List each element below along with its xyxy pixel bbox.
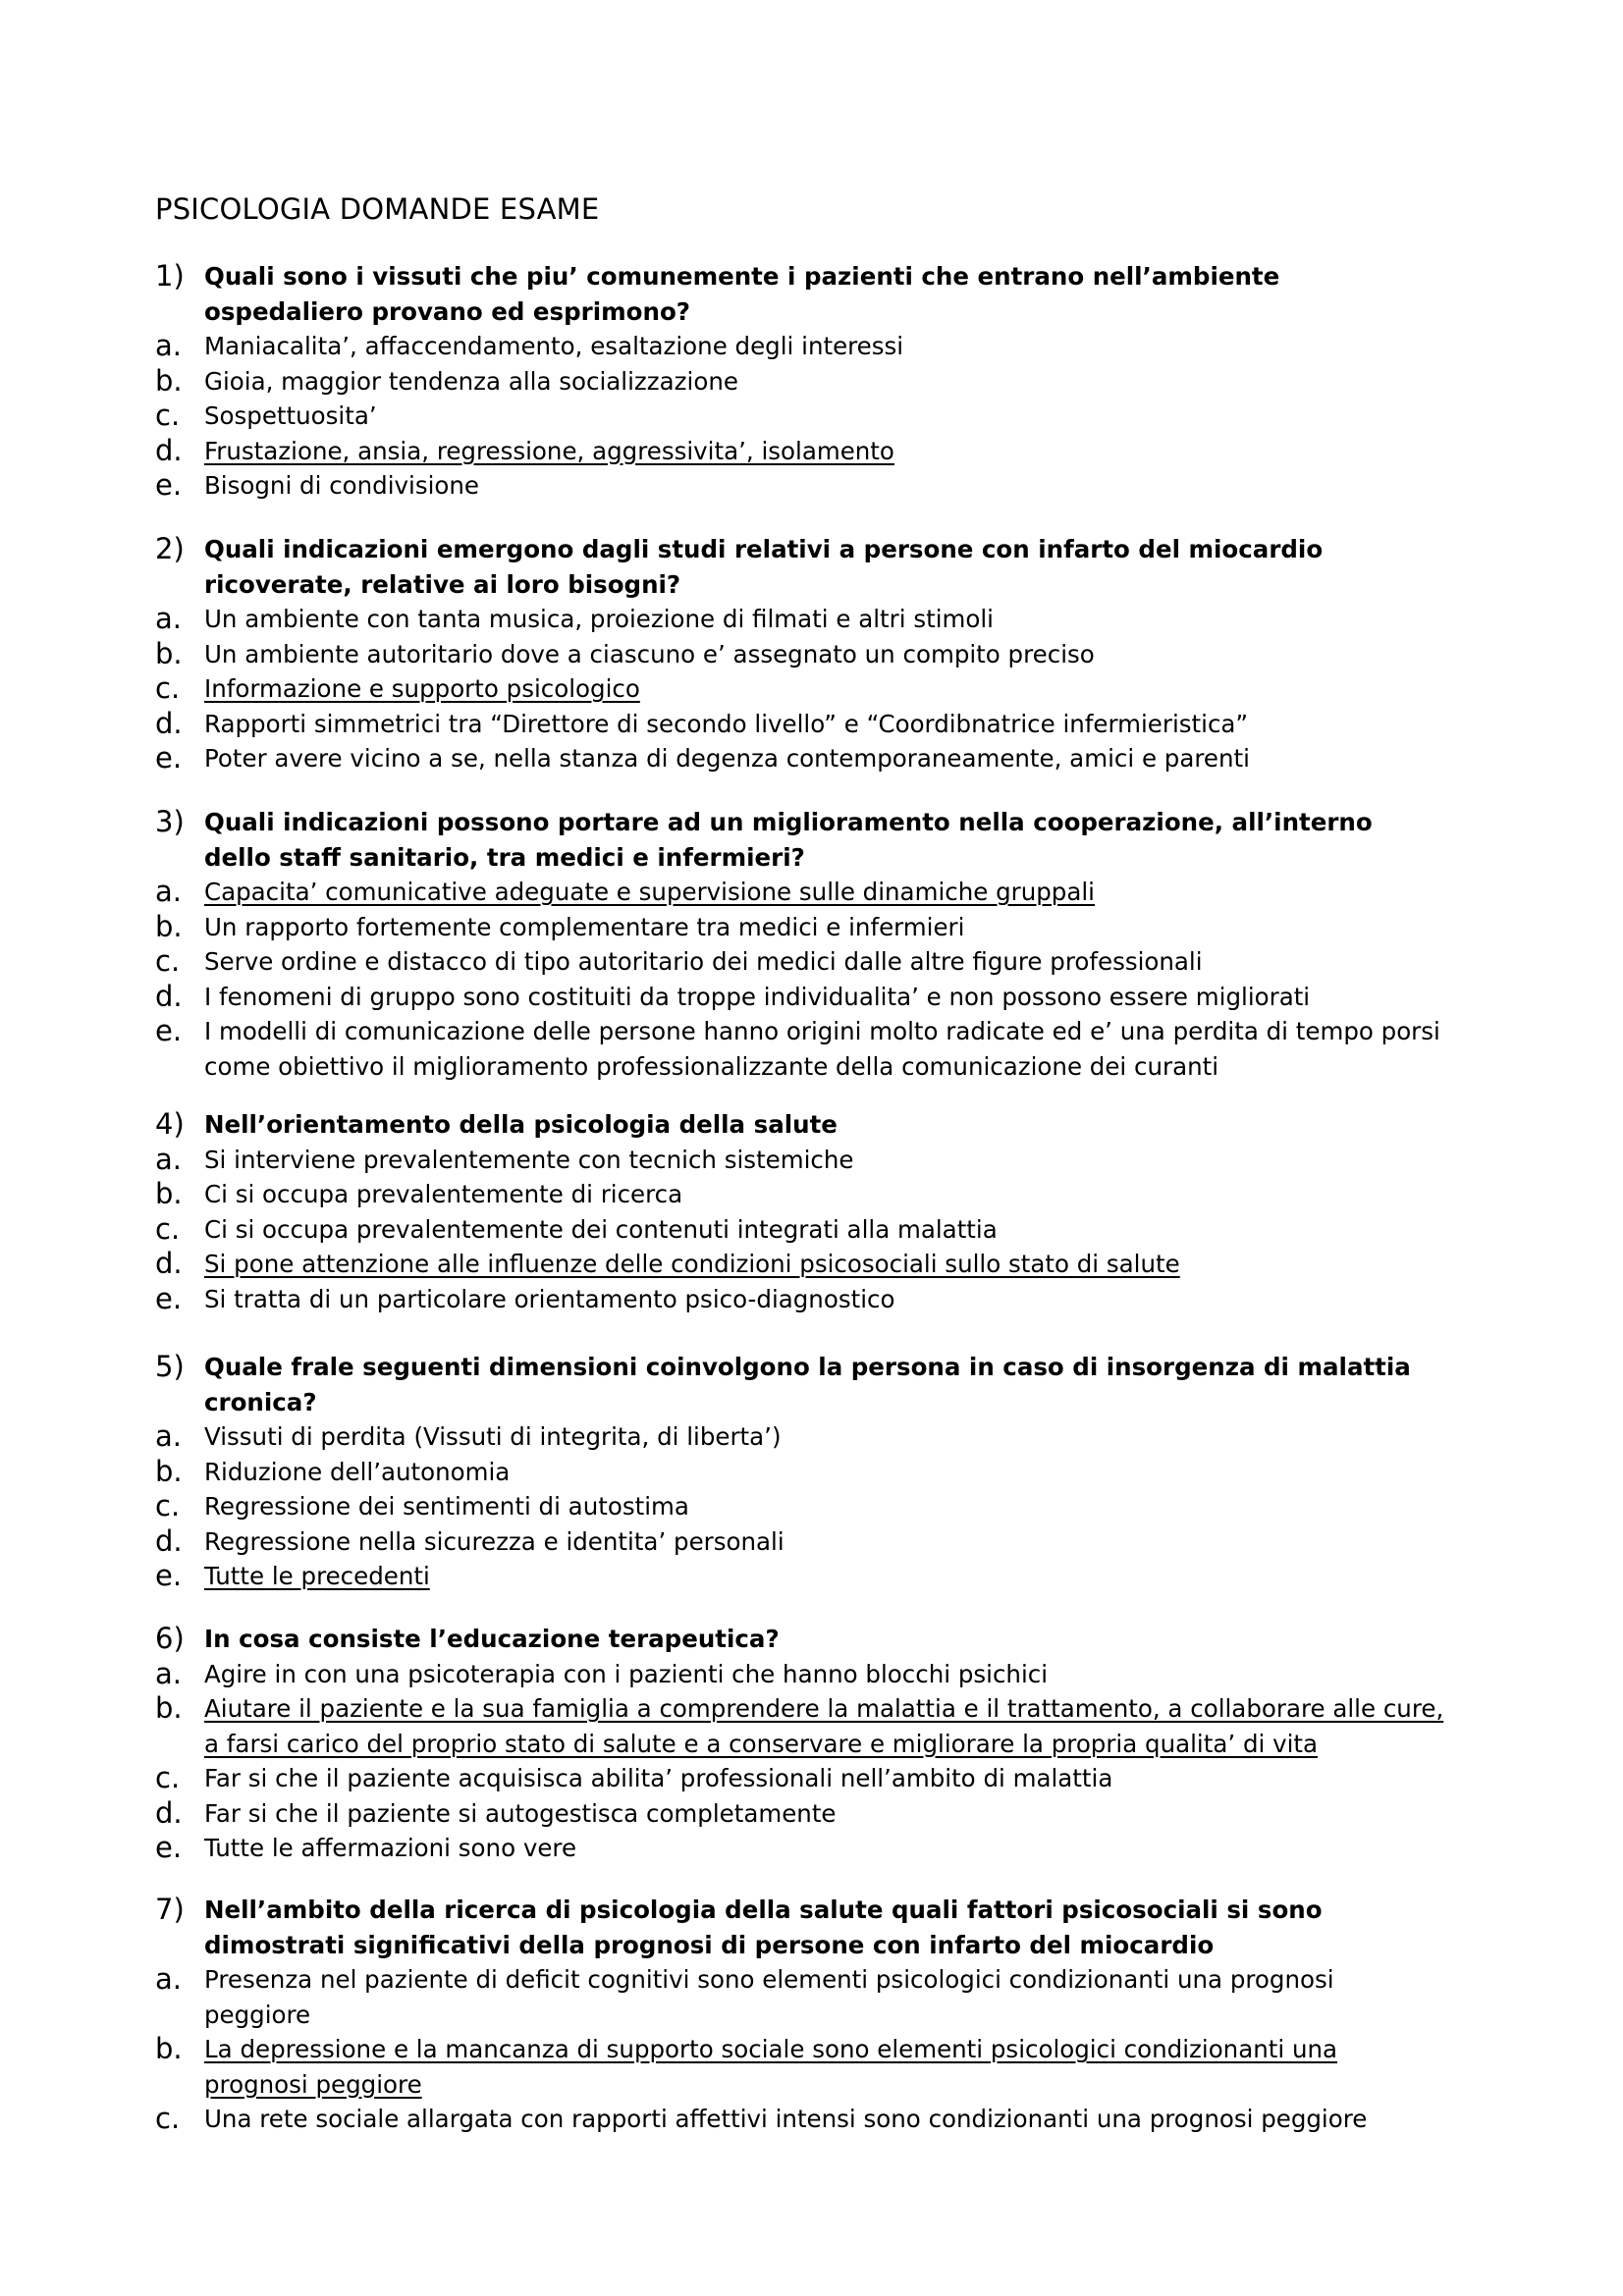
- question-text-line: [155, 1928, 1486, 1963]
- question-5: [155, 1350, 1486, 1594]
- question-2: [155, 532, 1486, 776]
- answer-option-line: [155, 2102, 1486, 2137]
- question-text-text: Nell’orientamento della psicologia della salute: [204, 1110, 838, 1139]
- answer-option-text: Un ambiente con tanta musica, proiezione di filmati e altri stimoli: [204, 605, 994, 633]
- question-text-text: In cosa consiste l’educazione terapeutica?: [204, 1625, 780, 1653]
- answer-option-line: [155, 980, 1486, 1015]
- answer-option-text: Un rapporto fortemente complementare tra medici e infermieri: [204, 912, 965, 941]
- answer-option-text: Sospettuosita’: [204, 401, 377, 430]
- answer-option-line: [155, 1014, 1486, 1049]
- answer-option-marker: a.: [155, 1962, 182, 1996]
- answer-option-correct-marker: b.: [155, 1691, 183, 1725]
- question-text-line: [155, 259, 1486, 294]
- answer-option-line: [155, 1998, 1486, 2033]
- question-text-line: [155, 1350, 1486, 1385]
- answer-option-line: [155, 1282, 1486, 1317]
- answer-option-text: Agire in con una psicoterapia con i pazienti che hanno blocchi psichici: [204, 1659, 1049, 1688]
- answer-option-line: [155, 1212, 1486, 1248]
- answer-option-text: Si tratta di un particolare orientamento psico-diagnostico: [204, 1284, 895, 1313]
- question-text-text: ospedaliero provano ed esprimono?: [204, 296, 691, 326]
- answer-option-text: Ci si occupa prevalentemente dei contenuti integrati alla malattia: [204, 1214, 998, 1244]
- answer-option-line: [155, 910, 1486, 945]
- answer-option-correct-text: Informazione e supporto psicologico: [204, 674, 640, 703]
- answer-option-marker: a.: [155, 1419, 182, 1453]
- question-6: [155, 1622, 1486, 1866]
- answer-option-correct-marker: d.: [155, 1247, 183, 1280]
- answer-option-correct-text: prognosi peggiore: [204, 2069, 422, 2099]
- answer-option-marker: e.: [155, 1831, 183, 1864]
- question-text-line: [155, 532, 1486, 567]
- question-text-line: [155, 1385, 1486, 1420]
- answer-option-correct-marker: e.: [155, 1559, 183, 1592]
- question-text-text: Quali indicazioni emergono dagli studi relativi a persone con infarto del miocardio: [204, 535, 1324, 563]
- answer-option-text: come obiettivo il miglioramento professionalizzante della comunicazione dei curanti: [204, 1051, 1219, 1081]
- question-text-marker: 6): [155, 1622, 185, 1655]
- answer-option-text: Ci si occupa prevalentemente di ricerca: [204, 1180, 683, 1208]
- answer-option-correct-text: Aiutare il paziente e la sua famiglia a comprendere la malattia e il trattamento, a collaborare alle cure,: [204, 1694, 1444, 1723]
- answer-option-line: [155, 1831, 1486, 1866]
- answer-option-correct-text: a farsi carico del proprio stato di salute e a conservare e migliorare la propria qualita’ di vita: [204, 1729, 1319, 1758]
- answer-option-correct-line: [155, 1691, 1486, 1727]
- answer-option-correct-line: [155, 434, 1486, 469]
- answer-option-marker: e.: [155, 1014, 183, 1047]
- answer-option-marker: c.: [155, 1761, 181, 1794]
- answer-option-line: [155, 1049, 1486, 1085]
- answer-option-text: I fenomeni di gruppo sono costituiti da troppe individualita’ e non possono essere migliorati: [204, 982, 1311, 1011]
- answer-option-text: Tutte le affermazioni sono vere: [204, 1834, 577, 1862]
- answer-option-marker: d.: [155, 979, 183, 1013]
- answer-option-text: Riduzione dell’autonomia: [204, 1457, 511, 1486]
- question-text-marker: 1): [155, 259, 185, 293]
- question-text-marker: 5): [155, 1350, 185, 1383]
- answer-option-correct-marker: c.: [155, 671, 181, 705]
- question-text-marker: 3): [155, 805, 185, 838]
- answer-option-line: [155, 944, 1486, 980]
- answer-option-line: [155, 329, 1486, 364]
- question-text-text: Nell’ambito della ricerca di psicologia della salute quali fattori psicosociali si sono: [204, 1896, 1323, 1924]
- answer-option-text: Una rete sociale allargata con rapporti affettivi intensi sono condizionanti una prognosi peggiore: [204, 2105, 1368, 2133]
- answer-option-marker: a.: [155, 1142, 182, 1176]
- question-text-text: Quali indicazioni possono portare ad un miglioramento nella cooperazione, all’interno: [204, 808, 1373, 836]
- answer-option-marker: c.: [155, 2102, 181, 2135]
- answer-option-correct-line: [155, 2032, 1486, 2067]
- answer-option-correct-text: Tutte le precedenti: [204, 1562, 430, 1590]
- question-text-line: [155, 1107, 1486, 1143]
- answer-option-line: [155, 637, 1486, 672]
- answer-option-correct-line: [155, 2067, 1486, 2103]
- answer-option-correct-line: [155, 875, 1486, 910]
- answer-option-line: [155, 1489, 1486, 1524]
- answer-option-text: Presenza nel paziente di deficit cognitivi sono elementi psicologici condizionanti una prognosi: [204, 1965, 1334, 1994]
- answer-option-marker: b.: [155, 909, 183, 943]
- answer-option-marker: d.: [155, 1523, 183, 1558]
- question-3: [155, 805, 1486, 1084]
- answer-option-correct-line: [155, 1559, 1486, 1594]
- answer-option-line: [155, 1796, 1486, 1832]
- question-7: [155, 1893, 1486, 2137]
- answer-option-text: Regressione nella sicurezza e identita’ personali: [204, 1526, 784, 1556]
- answer-option-line: [155, 364, 1486, 400]
- question-text-text: Quali sono i vissuti che piu’ comunemente i pazienti che entrano nell’ambiente: [204, 262, 1280, 291]
- answer-option-text: Gioia, maggior tendenza alla socializzazione: [204, 366, 738, 396]
- answer-option-correct-marker: b.: [155, 2032, 183, 2065]
- question-text-marker: 7): [155, 1893, 185, 1926]
- answer-option-text: Far si che il paziente si autogestisca completamente: [204, 1798, 837, 1828]
- answer-option-line: [155, 1419, 1486, 1455]
- answer-option-marker: b.: [155, 1177, 183, 1210]
- answer-option-marker: b.: [155, 636, 183, 670]
- answer-option-text: Si interviene prevalentemente con tecnich sistemiche: [204, 1145, 854, 1174]
- question-1: [155, 259, 1486, 504]
- answer-option-line: [155, 602, 1486, 637]
- answer-option-marker: c.: [155, 399, 181, 432]
- answer-option-marker: c.: [155, 1489, 181, 1522]
- answer-option-correct-line: [155, 1727, 1486, 1762]
- question-text-line: [155, 294, 1486, 330]
- answer-option-correct-marker: d.: [155, 433, 183, 467]
- answer-option-marker: a.: [155, 1656, 182, 1690]
- question-text-line: [155, 840, 1486, 876]
- answer-option-correct-text: Capacita’ comunicative adeguate e supervisione sulle dinamiche gruppali: [204, 878, 1095, 906]
- answer-option-marker: e.: [155, 468, 183, 502]
- answer-option-marker: c.: [155, 944, 181, 978]
- answer-option-correct-line: [155, 1247, 1486, 1282]
- question-text-text: Quale frale seguenti dimensioni coinvolgono la persona in caso di insorgenza di malattia: [204, 1353, 1411, 1381]
- answer-option-text: Rapporti simmetrici tra “Direttore di secondo livello” e “Coordibnatrice infermieristica”: [204, 709, 1249, 738]
- question-text-line: [155, 567, 1486, 603]
- answer-option-text: Vissuti di perdita (Vissuti di integrita, di liberta’): [204, 1422, 782, 1451]
- answer-option-marker: a.: [155, 602, 182, 635]
- question-4: [155, 1107, 1486, 1316]
- answer-option-correct-line: [155, 671, 1486, 707]
- answer-option-line: [155, 1177, 1486, 1212]
- answer-option-marker: a.: [155, 329, 182, 362]
- answer-option-line: [155, 741, 1486, 776]
- answer-option-line: [155, 707, 1486, 742]
- answer-option-line: [155, 399, 1486, 434]
- question-text-text: dimostrati significativi della prognosi di persone con infarto del miocardio: [204, 1930, 1215, 1959]
- answer-option-text: Bisogni di condivisione: [204, 471, 480, 500]
- answer-option-text: Maniacalita’, affaccendamento, esaltazione degli interessi: [204, 332, 904, 360]
- answer-option-marker: e.: [155, 1281, 183, 1315]
- answer-option-marker: b.: [155, 1454, 183, 1488]
- answer-option-marker: e.: [155, 741, 183, 774]
- question-text-text: cronica?: [204, 1387, 317, 1416]
- answer-option-text: peggiore: [204, 2000, 311, 2029]
- answer-option-text: Serve ordine e distacco di tipo autoritario dei medici dalle altre figure professionali: [204, 947, 1203, 976]
- answer-option-line: [155, 1962, 1486, 1998]
- answer-option-text: Regressione dei sentimenti di autostima: [204, 1492, 689, 1521]
- answer-option-marker: d.: [155, 1795, 183, 1830]
- answer-option-marker: b.: [155, 363, 183, 398]
- answer-option-correct-text: Frustazione, ansia, regressione, aggressivita’, isolamento: [204, 436, 894, 465]
- question-text-marker: 2): [155, 532, 185, 565]
- answer-option-line: [155, 1657, 1486, 1692]
- question-text-line: [155, 805, 1486, 840]
- answer-option-text: Far si che il paziente acquisisca abilita’ professionali nell’ambito di malattia: [204, 1764, 1113, 1792]
- answer-option-correct-marker: a.: [155, 875, 182, 908]
- answer-option-line: [155, 1455, 1486, 1490]
- answer-option-line: [155, 1143, 1486, 1178]
- question-text-text: ricoverate, relative ai loro bisogni?: [204, 569, 681, 599]
- answer-option-marker: c.: [155, 1211, 181, 1246]
- answer-option-text: Un ambiente autoritario dove a ciascuno e’ assegnato un compito preciso: [204, 639, 1095, 668]
- answer-option-line: [155, 1524, 1486, 1560]
- question-text-text: dello staff sanitario, tra medici e infermieri?: [204, 842, 805, 872]
- answer-option-marker: d.: [155, 706, 183, 740]
- answer-option-correct-text: La depressione e la mancanza di supporto sociale sono elementi psicologici condizionanti una: [204, 2035, 1338, 2063]
- answer-option-text: I modelli di comunicazione delle persone hanno origini molto radicate ed e’ una perdita di tempo porsi: [204, 1017, 1440, 1045]
- question-text-marker: 4): [155, 1107, 185, 1141]
- answer-option-text: Poter avere vicino a se, nella stanza di degenza contemporaneamente, amici e parenti: [204, 744, 1250, 773]
- question-text-line: [155, 1622, 1486, 1657]
- answer-option-line: [155, 468, 1486, 504]
- page-title: PSICOLOGIA DOMANDE ESAME: [155, 192, 600, 226]
- answer-option-line: [155, 1761, 1486, 1796]
- question-text-line: [155, 1893, 1486, 1928]
- answer-option-correct-text: Si pone attenzione alle influenze delle condizioni psicosociali sullo stato di salute: [204, 1250, 1180, 1278]
